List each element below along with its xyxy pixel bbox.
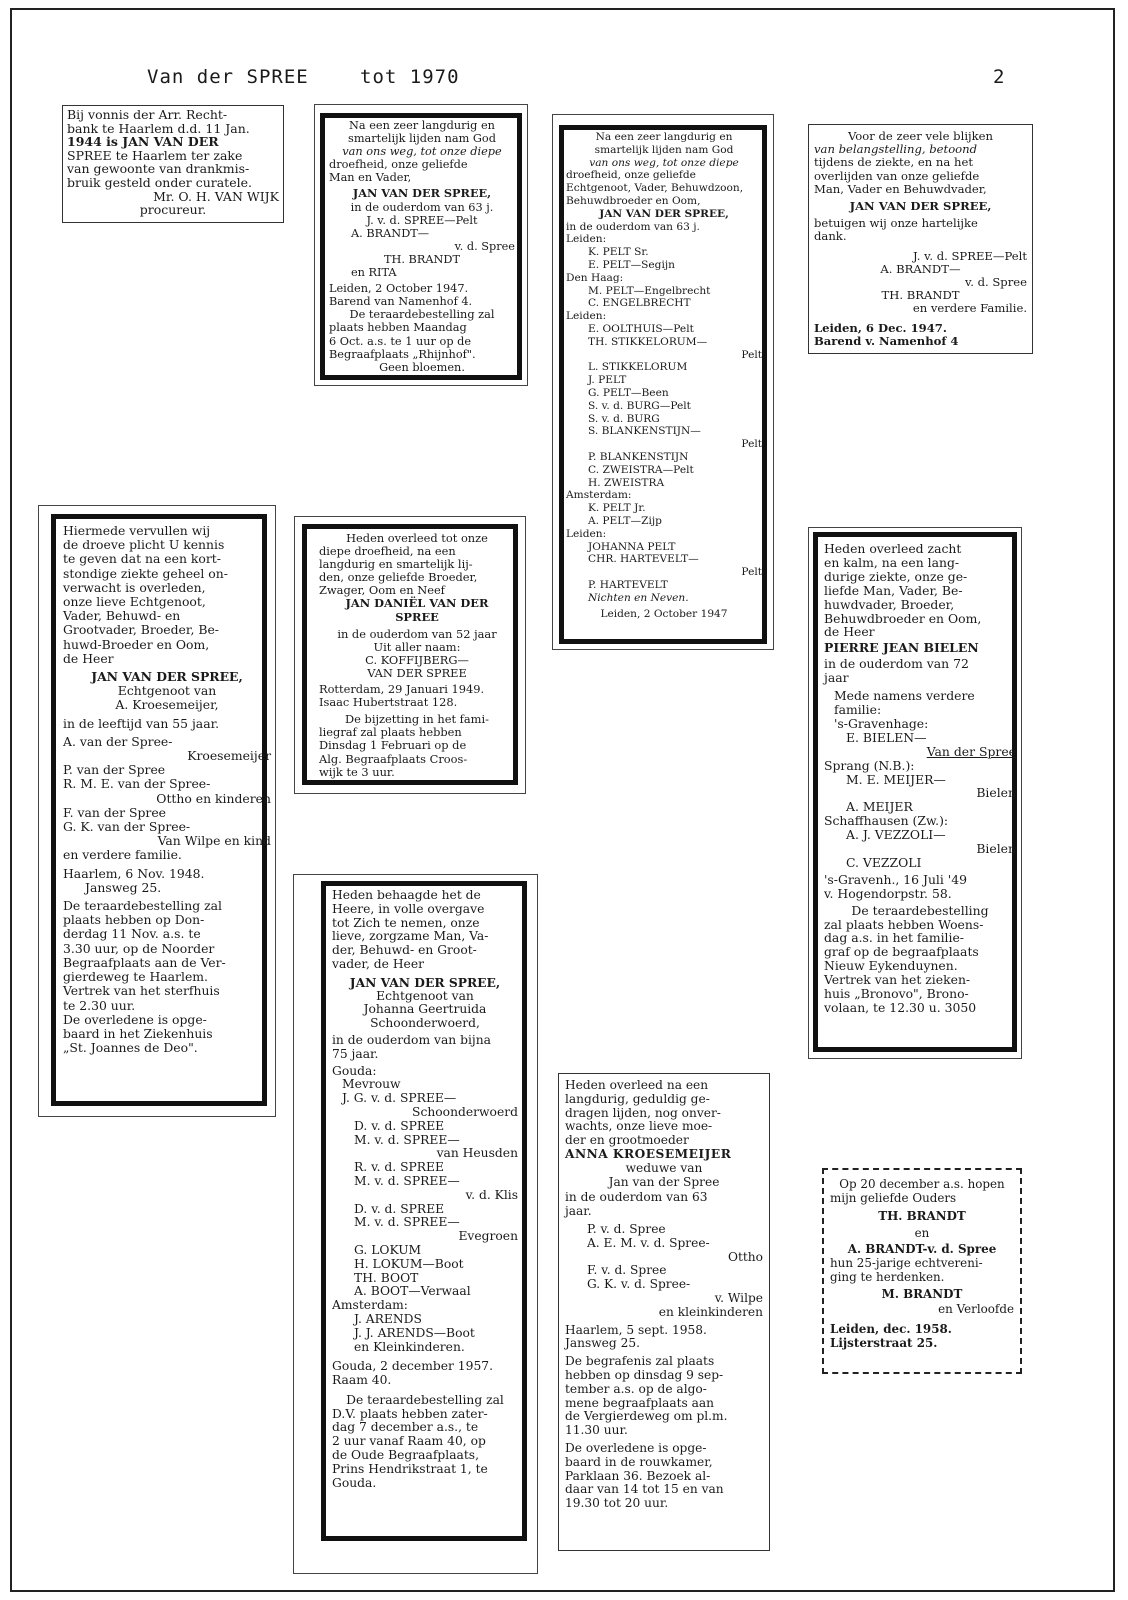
notice-line: v. d. Spree <box>454 239 515 253</box>
notice-line: en <box>914 1225 930 1240</box>
clipping-death-notice-1948-haarlem <box>38 505 276 1117</box>
notice-line: Lijsterstraat 25. <box>830 1336 938 1351</box>
notice-line: Mede namens verdere <box>834 688 975 704</box>
notice-line: Begraafplaats „Rhijnhof". <box>329 347 476 361</box>
notice-line: A. BOOT—Verwaal <box>354 1284 471 1299</box>
notice-line: Leiden, 2 October 1947 <box>600 608 728 621</box>
notice-line: droefheid, onze geliefde <box>566 169 696 182</box>
notice-line: Haarlem, 6 Nov. 1948. <box>63 865 205 881</box>
notice-line: C. ENGELBRECHT <box>588 297 691 310</box>
notice-line: dragen lijden, nog onver- <box>565 1105 721 1120</box>
notice-line: Haarlem, 5 sept. 1958. <box>565 1322 707 1337</box>
notice-line: tember a.s. op de algo- <box>565 1381 707 1396</box>
notice-line: A. van der Spree- <box>63 733 173 749</box>
notice-line: Pelt <box>741 438 762 451</box>
notice-line: De teraardebestelling zal <box>63 898 222 914</box>
notice-line: M. v. d. SPREE— <box>354 1215 460 1230</box>
notice-line: bruik gesteld onder curatele. <box>67 174 252 190</box>
notice-line: Man, Vader en Behuwdvader, <box>814 181 987 196</box>
notice-line: Heden overleed zacht <box>824 541 962 556</box>
notice-line: v. Hogendorpstr. 58. <box>824 885 952 901</box>
notice-line: K. PELT Sr. <box>588 246 649 259</box>
notice-line: JAN DANIËL VAN DER <box>345 596 489 611</box>
notice-line: baard in het Ziekenhuis <box>63 1025 213 1041</box>
notice-line: lieve, zorgzame Man, Va- <box>332 929 489 944</box>
notice-line: Grootvader, Broeder, Be- <box>63 622 219 638</box>
notice-line: Bielen <box>976 785 1016 801</box>
notice-line: C. KOFFIJBERG— <box>365 652 469 667</box>
notice-line: Gouda, 2 december 1957. <box>332 1359 494 1374</box>
notice-line: Kroesemeijer <box>187 748 271 764</box>
notice-line: L. STIKKELORUM <box>588 361 688 374</box>
notice-line: Sprang (N.B.): <box>824 757 915 773</box>
clipping-death-notice-1949-bielen <box>808 527 1022 1059</box>
notice-line: Vader, Behuwd- en <box>63 608 181 624</box>
notice-line: S. v. d. BURG—Pelt <box>588 399 691 412</box>
notice-line: Heden overleed tot onze <box>346 531 488 545</box>
notice-line: 75 jaar. <box>332 1046 379 1061</box>
notice-line: Vertrek van het zieken- <box>824 972 971 988</box>
notice-line: Behuwdbroeder en Oom, <box>566 194 701 207</box>
notice-line: tijdens de ziekte, en na het <box>814 155 973 170</box>
notice-line: verwacht is overleden, <box>63 579 206 595</box>
notice-line: SPREE te Haarlem ter zake <box>67 147 243 163</box>
notice-line: wachts, onze lieve moe- <box>565 1119 713 1134</box>
notice-line: de droeve plicht U kennis <box>63 537 225 553</box>
notice-line: Uit aller naam: <box>373 639 461 654</box>
notice-line: P. v. d. Spree <box>587 1221 666 1236</box>
notice-line: S. BLANKENSTIJN— <box>588 425 701 438</box>
notice-line: in de ouderdom van 63 j. <box>566 220 700 233</box>
notice-line: ANNA KROESEMEIJER <box>565 1146 732 1161</box>
notice-line: R. v. d. SPREE <box>354 1160 444 1175</box>
notice-line: Nieuw Eykenduynen. <box>824 958 958 974</box>
notice-line: 2 uur vanaf Raam 40, op <box>332 1434 486 1449</box>
notice-line: Prins Hendrikstraat 1, te <box>332 1461 488 1476</box>
notice-line: Gouda. <box>332 1475 377 1490</box>
notice-line: Bij vonnis der Arr. Recht- <box>67 107 228 122</box>
notice-line: P. HARTEVELT <box>588 578 668 591</box>
notice-line: Schoonderwoerd <box>412 1104 518 1119</box>
notice-line: gierdeweg te Haarlem. <box>63 969 208 985</box>
notice-line: van ons weg, tot onze diepe <box>589 156 739 169</box>
notice-line: in de ouderdom van 52 jaar <box>337 626 497 641</box>
notice-line: Zwager, Oom en Neef <box>319 583 445 598</box>
notice-line: Geen bloemen. <box>379 360 465 374</box>
notice-line: D.V. plaats hebben zater- <box>332 1406 488 1421</box>
clipping-thank-you-1947 <box>808 124 1033 354</box>
notice-line: J. G. v. d. SPREE— <box>342 1091 457 1106</box>
notice-line: Amsterdam: <box>332 1298 408 1313</box>
notice-line: en Verloofde <box>938 1301 1014 1316</box>
notice-line: te 2.30 uur. <box>63 997 136 1013</box>
notice-line: stondige ziekte geheel on- <box>63 565 228 581</box>
notice-line: baard in de rouwkamer, <box>565 1454 713 1469</box>
page-number: 2 <box>993 66 1006 88</box>
notice-line: M. v. d. SPREE— <box>354 1173 460 1188</box>
notice-line: J. ARENDS <box>354 1311 422 1326</box>
notice-line: langdurig en smartelijk lij- <box>319 557 473 572</box>
notice-line: M. v. d. SPREE— <box>354 1132 460 1147</box>
notice-line: Den Haag: <box>566 271 624 284</box>
notice-line: liegraf zal plaats hebben <box>319 725 462 740</box>
notice-line: Op 20 december a.s. hopen <box>839 1177 1005 1191</box>
notice-line: wijk te 3 uur. <box>319 764 395 779</box>
notice-line: Mr. O. H. VAN WIJK <box>153 188 279 204</box>
notice-line: De begrafenis zal plaats <box>565 1354 715 1369</box>
notice-line: zal plaats hebben Woens- <box>824 916 984 932</box>
notice-line: A. MEIJER <box>846 799 913 815</box>
notice-line: Echtgenoot van <box>376 988 474 1003</box>
notice-line: A. J. VEZZOLI— <box>846 827 946 843</box>
notice-line: Van der Spree <box>926 743 1016 759</box>
notice-line: C. VEZZOLI <box>846 854 922 870</box>
notice-line: plaats hebben Maandag <box>329 321 467 335</box>
notice-line: der en grootmoeder <box>565 1133 689 1148</box>
notice-line: Begraafplaats aan de Ver- <box>63 954 226 970</box>
notice-line: JAN VAN DER SPREE, <box>91 669 243 685</box>
notice-line: en RITA <box>351 266 397 280</box>
notice-line: Heden behaagde het de <box>332 888 481 902</box>
notice-line: F. v. d. Spree <box>587 1263 667 1278</box>
notice-line: Na een zeer langdurig en <box>595 131 733 143</box>
notice-line: durige ziekte, onze ge- <box>824 568 968 584</box>
notice-line: jaar. <box>565 1204 592 1219</box>
notice-line: JAN VAN DER SPREE, <box>352 186 492 201</box>
notice-line: A. E. M. v. d. Spree- <box>587 1235 710 1250</box>
notice-line: G. K. van der Spree- <box>63 819 191 835</box>
notice-line: R. M. E. van der Spree- <box>63 776 211 792</box>
notice-line: Leiden: <box>566 233 607 246</box>
notice-line: E. OOLTHUIS—Pelt <box>588 322 694 335</box>
notice-line: A. BRANDT— <box>351 226 430 240</box>
notice-line: Amsterdam: <box>566 489 632 502</box>
notice-line: Behuwdbroeder en Oom, <box>824 610 982 626</box>
notice-line: van ons weg, tot onze diepe <box>342 145 502 159</box>
notice-line: JAN VAN DER SPREE, <box>599 207 729 220</box>
notice-line: Leiden, dec. 1958. <box>830 1321 952 1336</box>
notice-line: TH. BOOT <box>354 1270 419 1285</box>
notice-line: 1944 is JAN VAN DER <box>67 134 219 150</box>
notice-line: E. BIELEN— <box>846 729 927 745</box>
notice-line: SPREE <box>395 609 439 624</box>
notice-line: TH. STIKKELORUM— <box>588 335 708 348</box>
notice-line: hun 25-jarige echtvereni- <box>830 1256 983 1271</box>
notice-line: J. v. d. SPREE—Pelt <box>366 213 478 227</box>
page-subtitle: tot 1970 <box>360 66 460 88</box>
notice-line: Bielen <box>976 841 1016 857</box>
notice-line: ging te herdenken. <box>830 1270 945 1285</box>
notice-line: H. ZWEISTRA <box>588 476 665 489</box>
notice-line: Pelt <box>741 566 762 579</box>
clipping-death-notice-1958-kroesemeijer <box>558 1073 770 1551</box>
notice-line: Johanna Geertruida <box>363 1002 487 1017</box>
notice-line: De overledene is opge- <box>63 1011 207 1027</box>
notice-line: graf op de begraafplaats <box>824 944 979 960</box>
notice-line: procureur. <box>139 202 207 218</box>
notice-line: van belangstelling, betoond <box>814 142 978 157</box>
notice-line: in de ouderdom van 63 <box>565 1190 708 1205</box>
notice-line: liefde Man, Vader, Be- <box>824 582 963 598</box>
notice-line: K. PELT Jr. <box>588 502 646 515</box>
notice-line: dag 7 december a.s., te <box>332 1420 479 1435</box>
notice-line: Rotterdam, 29 Januari 1949. <box>319 682 485 697</box>
notice-line: Pelt <box>741 348 762 361</box>
notice-line: de Heer <box>63 650 114 666</box>
notice-line: Mevrouw <box>342 1077 401 1092</box>
notice-line: 3.30 uur, op de Noorder <box>63 940 215 956</box>
notice-line: Jansweg 25. <box>565 1336 640 1351</box>
notice-line: A. PELT—Zijp <box>588 514 662 527</box>
notice-line: van gewoonte van drankmis- <box>67 161 250 177</box>
notice-line: TH. BRANDT <box>881 288 960 303</box>
notice-line: Heden overleed na een <box>565 1078 709 1092</box>
clipping-death-notice-1947-pelt <box>552 114 774 650</box>
notice-line: Leiden, 2 October 1947. <box>329 282 469 296</box>
notice-line: in de leeftijd van 55 jaar. <box>63 715 220 731</box>
notice-line: JOHANNA PELT <box>588 540 676 553</box>
notice-line: huwd-Broeder en Oom, <box>63 636 210 652</box>
notice-line: 6 Oct. a.s. te 1 uur op de <box>329 334 472 348</box>
notice-line: 's-Gravenhage: <box>834 715 929 731</box>
notice-line: dag a.s. in het familie- <box>824 930 964 946</box>
notice-line: de Vergierdeweg om pl.m. <box>565 1409 728 1424</box>
notice-line: langdurig, geduldig ge- <box>565 1091 710 1106</box>
notice-line: Van Wilpe en kind <box>157 833 271 849</box>
notice-line: De teraardebestelling <box>851 902 989 918</box>
notice-line: mijn geliefde Ouders <box>830 1191 957 1206</box>
notice-line: familie: <box>834 701 882 717</box>
notice-line: v. Wilpe <box>714 1290 763 1305</box>
notice-line: F. van der Spree <box>63 804 166 820</box>
notice-line: De teraardebestelling zal <box>349 308 495 322</box>
notice-line: in de ouderdom van bijna <box>332 1032 491 1047</box>
notice-line: Ottho en kinderen <box>156 790 271 806</box>
notice-line: der, Behuwd- en Groot- <box>332 943 477 958</box>
notice-line: D. v. d. SPREE <box>354 1118 445 1133</box>
notice-line: J. v. d. SPREE—Pelt <box>913 248 1027 263</box>
notice-line: A. BRANDT— <box>880 261 961 276</box>
notice-line: tot Zich te nemen, onze <box>332 915 480 930</box>
notice-line: Man en Vader, <box>329 171 412 185</box>
notice-line: J. PELT <box>588 374 627 387</box>
notice-line: en kleinkinderen <box>658 1304 763 1319</box>
notice-line: de Oude Begraafplaats, <box>332 1448 480 1463</box>
notice-line: „St. Joannes de Deo". <box>63 1040 198 1056</box>
notice-line: JAN VAN DER SPREE, <box>349 974 501 990</box>
notice-line: Jansweg 25. <box>85 879 162 895</box>
notice-line: den, onze geliefde Broeder, <box>319 570 478 585</box>
notice-line: de Heer <box>824 624 875 640</box>
notice-line: diepe droefheid, na een <box>319 544 456 559</box>
notice-line: Barend van Namenhof 4. <box>329 295 473 309</box>
notice-line: D. v. d. SPREE <box>354 1201 445 1216</box>
notice-line: Evegroen <box>458 1229 518 1244</box>
notice-line: onze lieve Echtgenoot, <box>63 594 206 610</box>
notice-line: in de ouderdom van 72 <box>824 656 969 672</box>
notice-line: JAN VAN DER SPREE, <box>849 199 992 214</box>
notice-line: H. LOKUM—Boot <box>354 1256 464 1271</box>
notice-line: Leiden: <box>566 527 607 540</box>
notice-line: Voor de zeer vele blijken <box>848 129 993 143</box>
notice-line: mene begraafplaats aan <box>565 1395 715 1410</box>
notice-line: en verdere Familie. <box>912 301 1027 316</box>
notice-line: daar van 14 tot 15 en van <box>565 1482 724 1497</box>
notice-line: overlijden van onze geliefde <box>814 168 980 183</box>
notice-line: huwdvader, Broeder, <box>824 596 955 612</box>
notice-line: G. PELT—Been <box>588 386 669 399</box>
notice-line: weduwe van <box>625 1160 703 1175</box>
clipping-death-notice-1947-family <box>314 104 528 386</box>
notice-line: J. J. ARENDS—Boot <box>354 1325 475 1340</box>
notice-line: Barend v. Namenhof 4 <box>814 333 959 348</box>
notice-line: en verdere familie. <box>63 847 182 863</box>
notice-line: v. d. Klis <box>465 1187 518 1202</box>
notice-line: Schaffhausen (Zw.): <box>824 813 949 829</box>
notice-line: Heere, in volle overgave <box>332 901 485 916</box>
notice-line: 11.30 uur. <box>565 1423 628 1438</box>
notice-line: v. d. Spree <box>965 275 1027 290</box>
notice-line: Alg. Begraafplaats Croos- <box>319 751 468 766</box>
notice-line: in de ouderdom van 63 j. <box>350 200 494 214</box>
notice-line: 19.30 tot 20 uur. <box>565 1496 669 1511</box>
notice-line: CHR. HARTEVELT— <box>588 553 699 566</box>
notice-line: Hiermede vervullen wij <box>63 523 211 538</box>
notice-line: Leiden, 6 Dec. 1947. <box>814 320 947 335</box>
notice-line: VAN DER SPREE <box>367 665 467 680</box>
notice-line: hebben op dinsdag 9 sep- <box>565 1367 724 1382</box>
notice-line: E. PELT—Segijn <box>588 258 675 271</box>
notice-line: Parklaan 36. Bezoek al- <box>565 1468 711 1483</box>
notice-line: G. K. v. d. Spree- <box>587 1277 691 1292</box>
clipping-court-notice <box>62 105 284 223</box>
notice-line: derdag 11 Nov. a.s. te <box>63 926 201 942</box>
notice-line: Echtgenoot, Vader, Behuwdzoon, <box>566 182 744 195</box>
notice-line: plaats hebben op Don- <box>63 912 205 928</box>
notice-line: Echtgenoot van <box>117 683 217 699</box>
notice-line: droefheid, onze geliefde <box>329 158 468 172</box>
notice-line: en Kleinkinderen. <box>354 1339 465 1354</box>
clipping-death-notice-1949-rotterdam <box>294 516 526 794</box>
notice-line: dank. <box>814 229 847 244</box>
clipping-anniversary-1958 <box>822 1168 1022 1374</box>
notice-line: van Heusden <box>436 1146 518 1161</box>
notice-line: M. PELT—Engelbrecht <box>588 284 711 297</box>
notice-line: vader, de Heer <box>332 956 424 971</box>
notice-line: Dinsdag 1 Februari op de <box>319 738 467 753</box>
notice-line: volaan, te 12.30 u. 3050 <box>824 1000 977 1015</box>
notice-line: De overledene is opge- <box>565 1440 707 1455</box>
notice-line: S. v. d. BURG <box>588 412 660 425</box>
notice-line: te geven dat na een kort- <box>63 551 221 567</box>
notice-line: Raam 40. <box>332 1373 392 1388</box>
notice-line: Na een zeer langdurig en <box>349 119 495 132</box>
notice-line: smartelijk lijden nam God <box>594 143 734 156</box>
notice-line: Ottho <box>728 1249 763 1264</box>
notice-line: De bijzetting in het fami- <box>345 712 489 727</box>
clipping-death-notice-1957-gouda <box>293 874 538 1574</box>
notice-line: Schoonderwoerd, <box>370 1016 480 1031</box>
notice-line: TH. BRANDT <box>878 1209 966 1224</box>
notice-line: Isaac Hubertstraat 128. <box>319 695 458 710</box>
notice-line: Leiden: <box>566 310 607 323</box>
notice-line: Nichten en Neven. <box>588 591 689 604</box>
notice-line: jaar <box>824 670 849 686</box>
notice-line: 's-Gravenh., 16 Juli '49 <box>824 871 967 887</box>
notice-line: P. van der Spree <box>63 762 166 778</box>
notice-line: G. LOKUM <box>354 1242 422 1257</box>
notice-line: Jan van der Spree <box>608 1174 720 1189</box>
notice-line: P. BLANKENSTIJN <box>588 450 689 463</box>
notice-line: Gouda: <box>332 1063 377 1078</box>
notice-line: en kalm, na een lang- <box>824 554 960 570</box>
notice-line: De teraardebestelling zal <box>346 1392 504 1407</box>
notice-line: M. BRANDT <box>881 1287 963 1302</box>
notice-line: bank te Haarlem d.d. 11 Jan. <box>67 120 250 136</box>
notice-line: A. BRANDT-v. d. Spree <box>847 1241 997 1256</box>
notice-line: Vertrek van het sterfhuis <box>63 983 220 999</box>
page-title: Van der SPREE <box>147 66 309 88</box>
notice-line: A. Kroesemeijer, <box>115 697 219 713</box>
notice-line: huis „Bronovo", Brono- <box>824 986 969 1002</box>
notice-line: M. E. MEIJER— <box>846 771 946 787</box>
notice-line: TH. BRANDT <box>383 252 460 266</box>
notice-line: smartelijk lijden nam God <box>348 132 496 146</box>
notice-line: C. ZWEISTRA—Pelt <box>588 463 694 476</box>
notice-line: betuigen wij onze hartelijke <box>814 216 978 231</box>
notice-line: PIERRE JEAN BIELEN <box>824 640 979 656</box>
